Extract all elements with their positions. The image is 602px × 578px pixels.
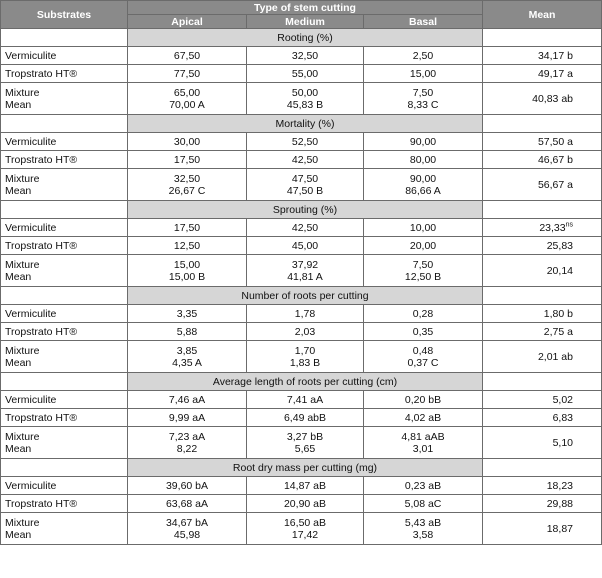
mean-value: 45,98 <box>173 528 201 541</box>
cell-medium <box>247 255 364 287</box>
cell-mean <box>483 237 602 255</box>
cell-apical <box>128 513 247 545</box>
table-row <box>1 133 602 151</box>
section-spacer <box>1 29 128 47</box>
table-row <box>1 477 602 495</box>
cell-mean: 2,01 ab <box>483 341 602 373</box>
mean-label: Mean <box>5 184 32 197</box>
cell-mean <box>483 305 602 323</box>
mean-value: 34,17 b <box>537 49 573 62</box>
cell-mean <box>483 47 602 65</box>
mean-value: 25,83 <box>546 239 573 252</box>
cell-mean <box>483 477 602 495</box>
mean-value: 1,83 B <box>289 356 321 369</box>
table-row <box>1 237 602 255</box>
section-spacer <box>483 373 602 391</box>
section-spacer <box>483 115 602 133</box>
table-row <box>1 305 602 323</box>
section-title: Sprouting (%) <box>128 201 483 219</box>
cell-apical: 39,60 bA <box>128 477 247 495</box>
cell-medium: 45,00 <box>247 237 364 255</box>
mixture-value: 7,23 aA <box>168 430 206 443</box>
cell-basal: 5,08 aC <box>364 495 483 513</box>
mixture-value: 50,00 <box>291 86 319 99</box>
cell-medium: 32,50 <box>247 47 364 65</box>
mean-value: 8,22 <box>176 442 198 455</box>
mixture-value: 0,48 <box>412 344 434 357</box>
mixture-value: 15,00 <box>173 258 201 271</box>
header-basal: Basal <box>364 15 483 29</box>
mean-value: 4,35 A <box>172 356 202 369</box>
section-title: Root dry mass per cutting (mg) <box>128 459 483 477</box>
row-label <box>1 341 128 373</box>
mixture-value: 3,85 <box>176 344 198 357</box>
mixture-label: Mixture <box>5 258 40 271</box>
row-label: Tropstrato HT® <box>1 65 128 83</box>
row-label <box>1 83 128 115</box>
cell-basal <box>364 83 483 115</box>
cell-medium: 42,50 <box>247 151 364 169</box>
table-row <box>1 169 602 201</box>
table-row <box>1 495 602 513</box>
row-label: Tropstrato HT® <box>1 237 128 255</box>
mean-value: 45,83 B <box>286 98 324 111</box>
cell-apical <box>128 83 247 115</box>
cell-medium: 52,50 <box>247 133 364 151</box>
table-row <box>1 65 602 83</box>
cell-apical: 63,68 aA <box>128 495 247 513</box>
header-type-of-stem-cutting: Type of stem cutting <box>128 1 483 15</box>
cell-apical <box>128 427 247 459</box>
section-spacer <box>483 201 602 219</box>
row-label: Vermiculite <box>1 133 128 151</box>
cell-apical <box>128 341 247 373</box>
cell-mean: 5,10 <box>483 427 602 459</box>
mean-value: 3,58 <box>412 528 434 541</box>
mean-value: 3,01 <box>412 442 434 455</box>
mean-value: 8,33 C <box>407 98 439 111</box>
mean-value: 12,50 B <box>404 270 442 283</box>
cell-basal: 0,35 <box>364 323 483 341</box>
cell-apical: 30,00 <box>128 133 247 151</box>
mean-value: 70,00 A <box>169 98 205 111</box>
mean-value: 5,02 <box>552 393 573 406</box>
mixture-value: 5,43 aB <box>404 516 442 529</box>
section-spacer <box>483 29 602 47</box>
cell-medium: 55,00 <box>247 65 364 83</box>
table-row <box>1 513 602 545</box>
mean-value: 86,66 A <box>405 184 441 197</box>
cell-medium <box>247 513 364 545</box>
section-title: Mortality (%) <box>128 115 483 133</box>
mixture-label: Mixture <box>5 430 40 443</box>
mean-value: 18,23 <box>546 479 573 492</box>
header-apical: Apical <box>128 15 247 29</box>
mixture-value: 4,81 aAB <box>401 430 445 443</box>
row-label: Tropstrato HT® <box>1 151 128 169</box>
cell-mean <box>483 65 602 83</box>
cell-medium: 7,41 aA <box>247 391 364 409</box>
mean-value: 49,17 a <box>537 67 573 80</box>
row-label: Tropstrato HT® <box>1 323 128 341</box>
cell-basal: 80,00 <box>364 151 483 169</box>
row-label: Vermiculite <box>1 47 128 65</box>
cell-mean <box>483 219 602 237</box>
mean-value: 0,37 C <box>407 356 439 369</box>
cell-basal: 20,00 <box>364 237 483 255</box>
cell-basal <box>364 513 483 545</box>
cell-basal <box>364 169 483 201</box>
mixture-value: 7,50 <box>412 86 434 99</box>
mixture-value: 65,00 <box>173 86 201 99</box>
mixture-label: Mixture <box>5 344 40 357</box>
section-spacer <box>1 201 128 219</box>
cell-apical: 3,35 <box>128 305 247 323</box>
table-row <box>1 323 602 341</box>
cell-mean <box>483 151 602 169</box>
section-spacer <box>483 287 602 305</box>
cell-basal: 10,00 <box>364 219 483 237</box>
cell-basal: 4,02 aB <box>364 409 483 427</box>
cell-mean <box>483 391 602 409</box>
cell-apical: 7,46 aA <box>128 391 247 409</box>
cell-mean: 40,83 ab <box>483 83 602 115</box>
row-label <box>1 255 128 287</box>
cell-medium <box>247 427 364 459</box>
section-spacer <box>1 459 128 477</box>
cell-medium <box>247 83 364 115</box>
table-row <box>1 391 602 409</box>
cell-basal: 2,50 <box>364 47 483 65</box>
mixture-value: 32,50 <box>173 172 201 185</box>
cell-medium: 1,78 <box>247 305 364 323</box>
cell-medium: 2,03 <box>247 323 364 341</box>
section-spacer <box>483 459 602 477</box>
cell-medium <box>247 169 364 201</box>
table-row <box>1 427 602 459</box>
mixture-value: 7,50 <box>412 258 434 271</box>
mixture-label: Mixture <box>5 172 40 185</box>
mean-value: 5,65 <box>294 442 316 455</box>
mean-value: 2,75 a <box>543 325 573 338</box>
mean-value: 41,81 A <box>287 270 323 283</box>
mean-value: 1,80 b <box>543 307 573 320</box>
cell-apical: 12,50 <box>128 237 247 255</box>
mean-value: 29,88 <box>546 497 573 510</box>
section-spacer <box>1 373 128 391</box>
cell-basal: 0,23 aB <box>364 477 483 495</box>
mixture-label: Mixture <box>5 86 40 99</box>
cell-apical: 17,50 <box>128 151 247 169</box>
table-row <box>1 151 602 169</box>
mean-value: 15,00 B <box>168 270 206 283</box>
mixture-value: 34,67 bA <box>165 516 209 529</box>
mixture-value: 90,00 <box>409 172 437 185</box>
row-label: Vermiculite <box>1 477 128 495</box>
mean-label: Mean <box>5 98 32 111</box>
cell-basal: 0,28 <box>364 305 483 323</box>
cell-medium <box>247 341 364 373</box>
cell-apical: 67,50 <box>128 47 247 65</box>
cell-apical <box>128 169 247 201</box>
cell-basal <box>364 255 483 287</box>
table-row <box>1 409 602 427</box>
mean-value: 46,67 b <box>537 153 573 166</box>
table-row <box>1 219 602 237</box>
cell-apical: 77,50 <box>128 65 247 83</box>
mean-value: 23,33 <box>539 221 566 234</box>
mean-label: Mean <box>5 356 32 369</box>
cell-medium: 14,87 aB <box>247 477 364 495</box>
row-label: Vermiculite <box>1 305 128 323</box>
mixture-value: 37,92 <box>291 258 319 271</box>
table-row <box>1 47 602 65</box>
section-title: Average length of roots per cutting (cm) <box>128 373 483 391</box>
row-label: Tropstrato HT® <box>1 495 128 513</box>
cell-mean <box>483 409 602 427</box>
cell-medium: 6,49 abB <box>247 409 364 427</box>
table-row <box>1 83 602 115</box>
mean-value: 17,42 <box>291 528 319 541</box>
header-mean: Mean <box>483 1 602 29</box>
cell-mean <box>483 133 602 151</box>
mixture-value: 1,70 <box>294 344 316 357</box>
header-substrates: Substrates <box>1 1 128 29</box>
cell-mean: 18,87 <box>483 513 602 545</box>
cell-mean <box>483 323 602 341</box>
mean-label: Mean <box>5 270 32 283</box>
cell-mean: 20,14 <box>483 255 602 287</box>
cell-apical <box>128 255 247 287</box>
mixture-label: Mixture <box>5 516 40 529</box>
table-row <box>1 341 602 373</box>
row-label: Vermiculite <box>1 391 128 409</box>
cell-basal <box>364 427 483 459</box>
cell-basal <box>364 341 483 373</box>
row-label <box>1 169 128 201</box>
mixture-value: 47,50 <box>291 172 319 185</box>
ns-marker: ns <box>565 221 573 228</box>
mean-value: 47,50 B <box>286 184 324 197</box>
table-row <box>1 255 602 287</box>
section-title: Rooting (%) <box>128 29 483 47</box>
section-spacer <box>1 115 128 133</box>
mean-value: 26,67 C <box>168 184 206 197</box>
mean-label: Mean <box>5 528 32 541</box>
cell-basal: 90,00 <box>364 133 483 151</box>
cell-apical: 17,50 <box>128 219 247 237</box>
cell-apical: 5,88 <box>128 323 247 341</box>
row-label <box>1 513 128 545</box>
cell-medium: 20,90 aB <box>247 495 364 513</box>
cell-medium: 42,50 <box>247 219 364 237</box>
mean-label: Mean <box>5 442 32 455</box>
row-label <box>1 427 128 459</box>
mixture-value: 3,27 bB <box>286 430 324 443</box>
section-title: Number of roots per cutting <box>128 287 483 305</box>
row-label: Tropstrato HT® <box>1 409 128 427</box>
mean-value: 57,50 a <box>537 135 573 148</box>
section-spacer <box>1 287 128 305</box>
cell-mean: 56,67 a <box>483 169 602 201</box>
mean-value: 6,83 <box>552 411 573 424</box>
cell-basal: 0,20 bB <box>364 391 483 409</box>
cell-apical: 9,99 aA <box>128 409 247 427</box>
row-label: Vermiculite <box>1 219 128 237</box>
cell-basal: 15,00 <box>364 65 483 83</box>
header-medium: Medium <box>247 15 364 29</box>
cell-mean <box>483 495 602 513</box>
mixture-value: 16,50 aB <box>283 516 327 529</box>
